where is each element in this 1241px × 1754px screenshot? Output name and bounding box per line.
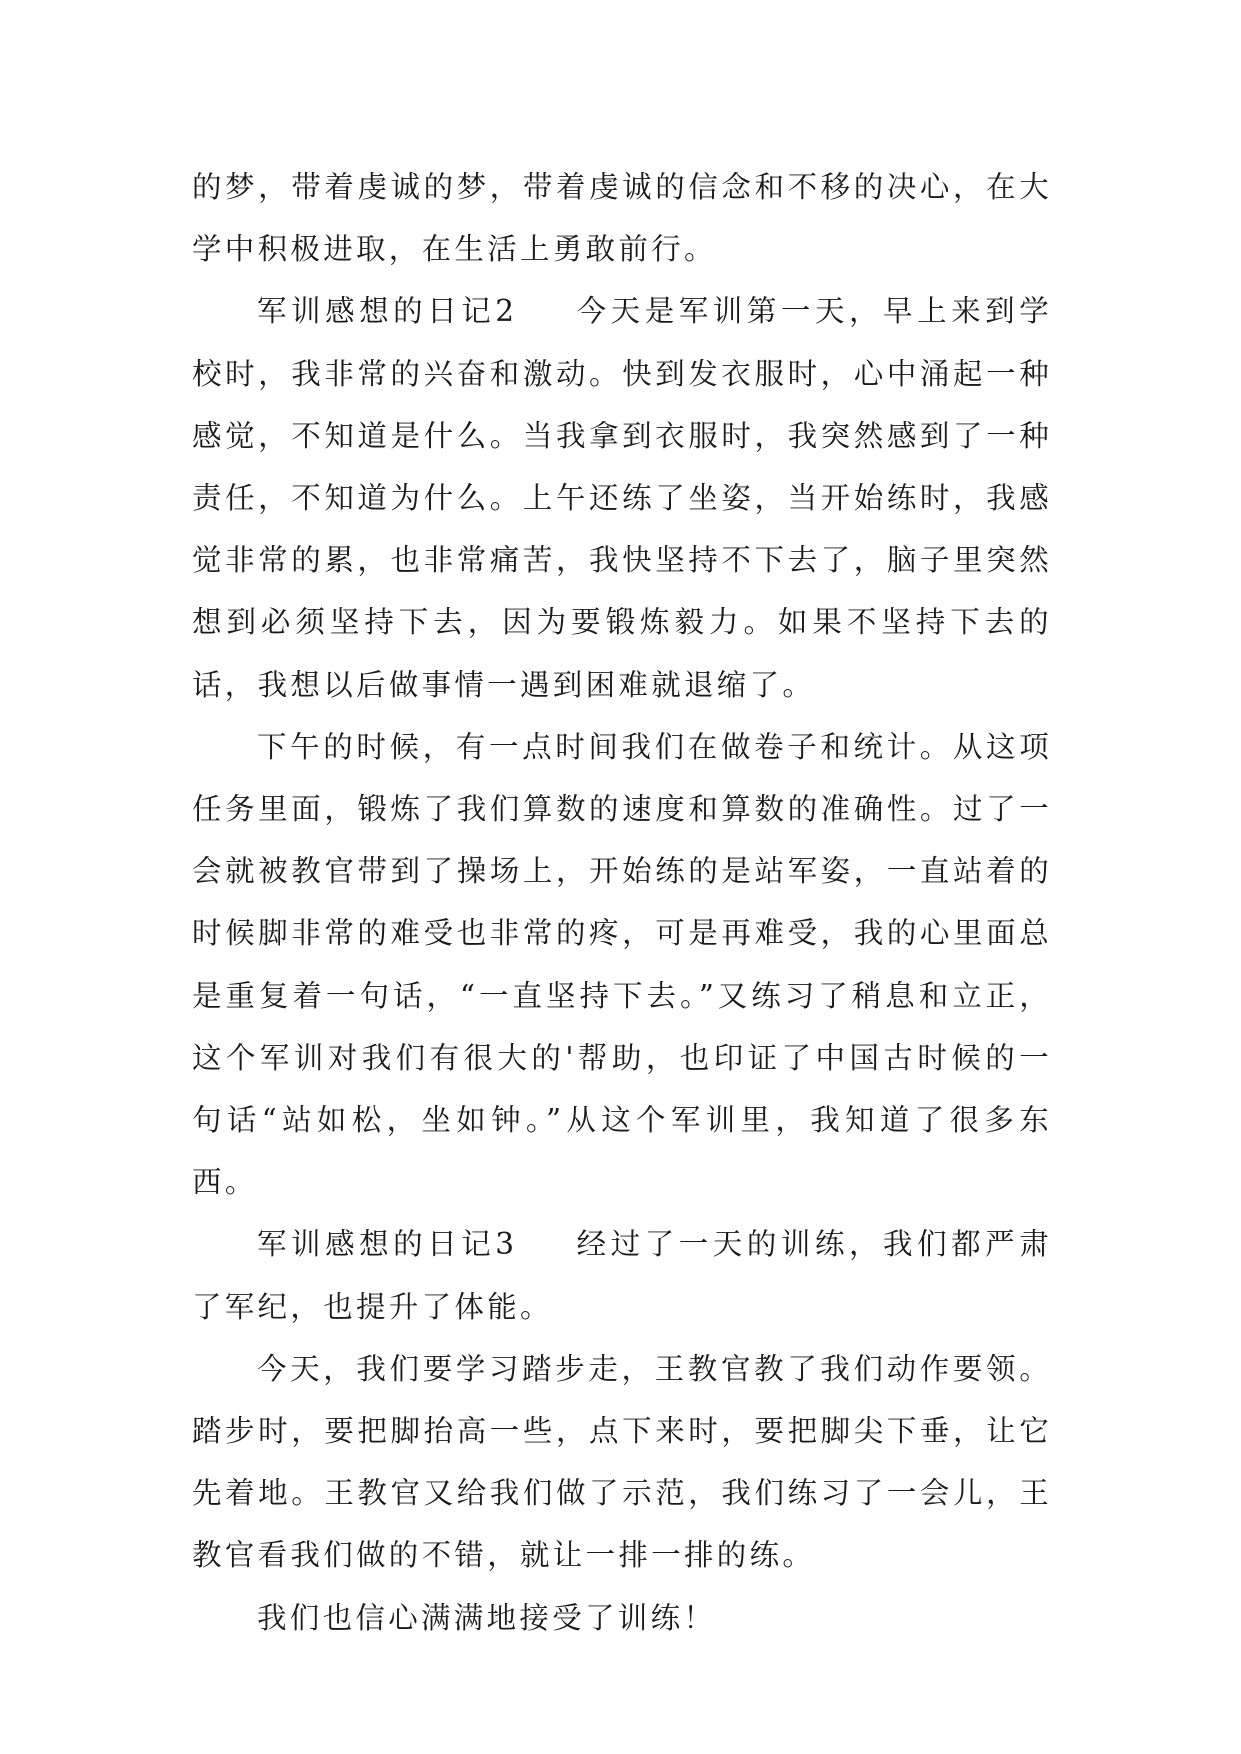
diary-heading-3: 军训感想的日记3 (257, 1227, 518, 1262)
paragraph-text: 下午的时候，有一点时间我们在做卷子和统计。从这项任务里面，锻炼了我们算数的速度和算数的准确性。过了一会就被教官带到了操场上，开始练的是站军姿，一直站着的时候脚非常的难受也非常的疼，可是再难受，我的心里面总是重复着一句话，“一直坚持下去。”又练习了稍息和立正，这个军训对我们有很大的'帮助，也印证了中国古时候的一句话“站如松，坐如钟。”从这个军训里，我知道了很多东西。 (192, 729, 1052, 1200)
diary-heading-2: 军训感想的日记2 (257, 294, 518, 329)
paragraph-afternoon (192, 716, 1052, 1214)
paragraph-text: 的梦，带着虔诚的梦，带着虔诚的信念和不移的决心，在大学中积极进取，在生活上勇敢前行。 (192, 170, 1052, 267)
paragraph-text: 今天是军训第一天，早上来到学校时，我非常的兴奋和激动。快到发衣服时，心中涌起一种感觉，不知道是什么。当我拿到衣服时，我突然感到了一种责任，不知道为什么。上午还练了坐姿，当开始练时，我感觉非常的累，也非常痛苦，我快坚持不下去了，脑子里突然想到必须坚持下去，因为要锻炼毅力。如果不坚持下去的话，我想以后做事情一遇到困难就退缩了。 (192, 294, 1053, 702)
paragraph-text: 我们也信心满满地接受了训练！ (257, 1600, 717, 1635)
document-body (192, 156, 1052, 1649)
diary-entry-2 (192, 280, 1052, 715)
paragraph-closing (192, 1587, 1052, 1649)
paragraph-continuation (192, 156, 1052, 280)
diary-entry-3 (192, 1213, 1052, 1337)
paragraph-text: 经过了一天的训练，我们都严肃了军纪，也提升了体能。 (192, 1227, 1053, 1324)
paragraph-march-step (192, 1338, 1052, 1587)
paragraph-text: 今天，我们要学习踏步走，王教官教了我们动作要领。踏步时，要把脚抬高一些，点下来时，要把脚尖下垂，让它先着地。王教官又给我们做了示范，我们练习了一会儿，王教官看我们做的不错，就让一排一排的练。 (192, 1351, 1052, 1573)
